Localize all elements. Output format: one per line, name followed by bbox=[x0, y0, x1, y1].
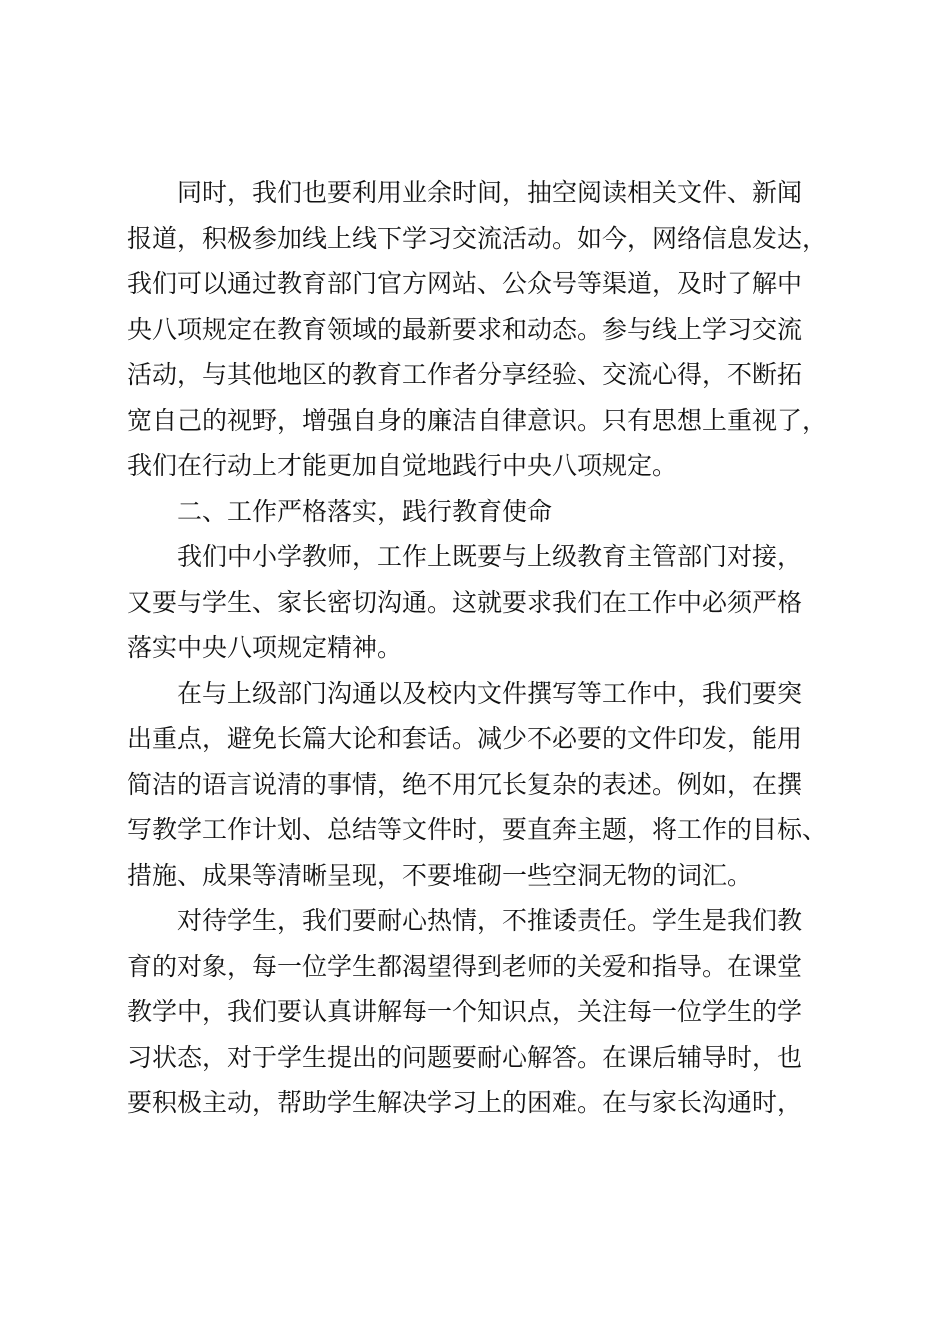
text-line: 报道，积极参加线上线下学习交流活动。如今，网络信息发达， bbox=[127, 223, 828, 253]
text-line: 我们可以通过教育部门官方网站、公众号等渠道，及时了解中 bbox=[127, 269, 803, 298]
paragraph-student-care bbox=[127, 898, 827, 1126]
text-line: 出重点，避免长篇大论和套话。减少不必要的文件印发，能用 bbox=[127, 724, 803, 753]
text-line: 对待学生，我们要耐心热情，不推诿责任。学生是我们教 bbox=[177, 906, 803, 935]
text-line: 在与上级部门沟通以及校内文件撰写等工作中，我们要突 bbox=[177, 678, 803, 708]
text-line: 央八项规定在教育领域的最新要求和动态。参与线上学习交流 bbox=[127, 314, 803, 344]
text-line: 要积极主动，帮助学生解决学习上的困难。在与家长沟通时， bbox=[127, 1088, 803, 1117]
paragraph-teacher-duties bbox=[127, 534, 827, 671]
text-line: 简洁的语言说清的事情，绝不用冗长复杂的表述。例如，在撰 bbox=[127, 769, 803, 799]
document-body bbox=[127, 170, 827, 1126]
text-line: 措施、成果等清晰呈现，不要堆砌一些空洞无物的词汇。 bbox=[127, 860, 753, 890]
text-line: 又要与学生、家长密切沟通。这就要求我们在工作中必须严格 bbox=[127, 587, 803, 617]
paragraph-document-writing bbox=[127, 671, 827, 899]
text-line: 同时，我们也要利用业余时间，抽空阅读相关文件、新闻 bbox=[177, 178, 803, 207]
paragraph-reading-habits bbox=[127, 170, 827, 489]
text-line: 习状态，对于学生提出的问题要耐心解答。在课后辅导时，也 bbox=[127, 1042, 803, 1072]
text-line: 写教学工作计划、总结等文件时，要直奔主题，将工作的目标、 bbox=[127, 815, 828, 844]
text-line: 宽自己的视野，增强自身的廉洁自律意识。只有思想上重视了， bbox=[127, 405, 828, 435]
text-line: 教学中，我们要认真讲解每一个知识点，关注每一位学生的学 bbox=[127, 997, 803, 1026]
text-line: 我们中小学教师，工作上既要与上级教育主管部门对接， bbox=[177, 542, 803, 571]
section-heading: 二、工作严格落实，践行教育使命 bbox=[177, 496, 553, 526]
text-line: 育的对象，每一位学生都渴望得到老师的关爱和指导。在课堂 bbox=[127, 951, 803, 981]
text-line: 落实中央八项规定精神。 bbox=[127, 633, 403, 662]
text-line: 我们在行动上才能更加自觉地践行中央八项规定。 bbox=[127, 451, 678, 480]
text-line: 活动，与其他地区的教育工作者分享经验、交流心得，不断拓 bbox=[127, 360, 803, 389]
